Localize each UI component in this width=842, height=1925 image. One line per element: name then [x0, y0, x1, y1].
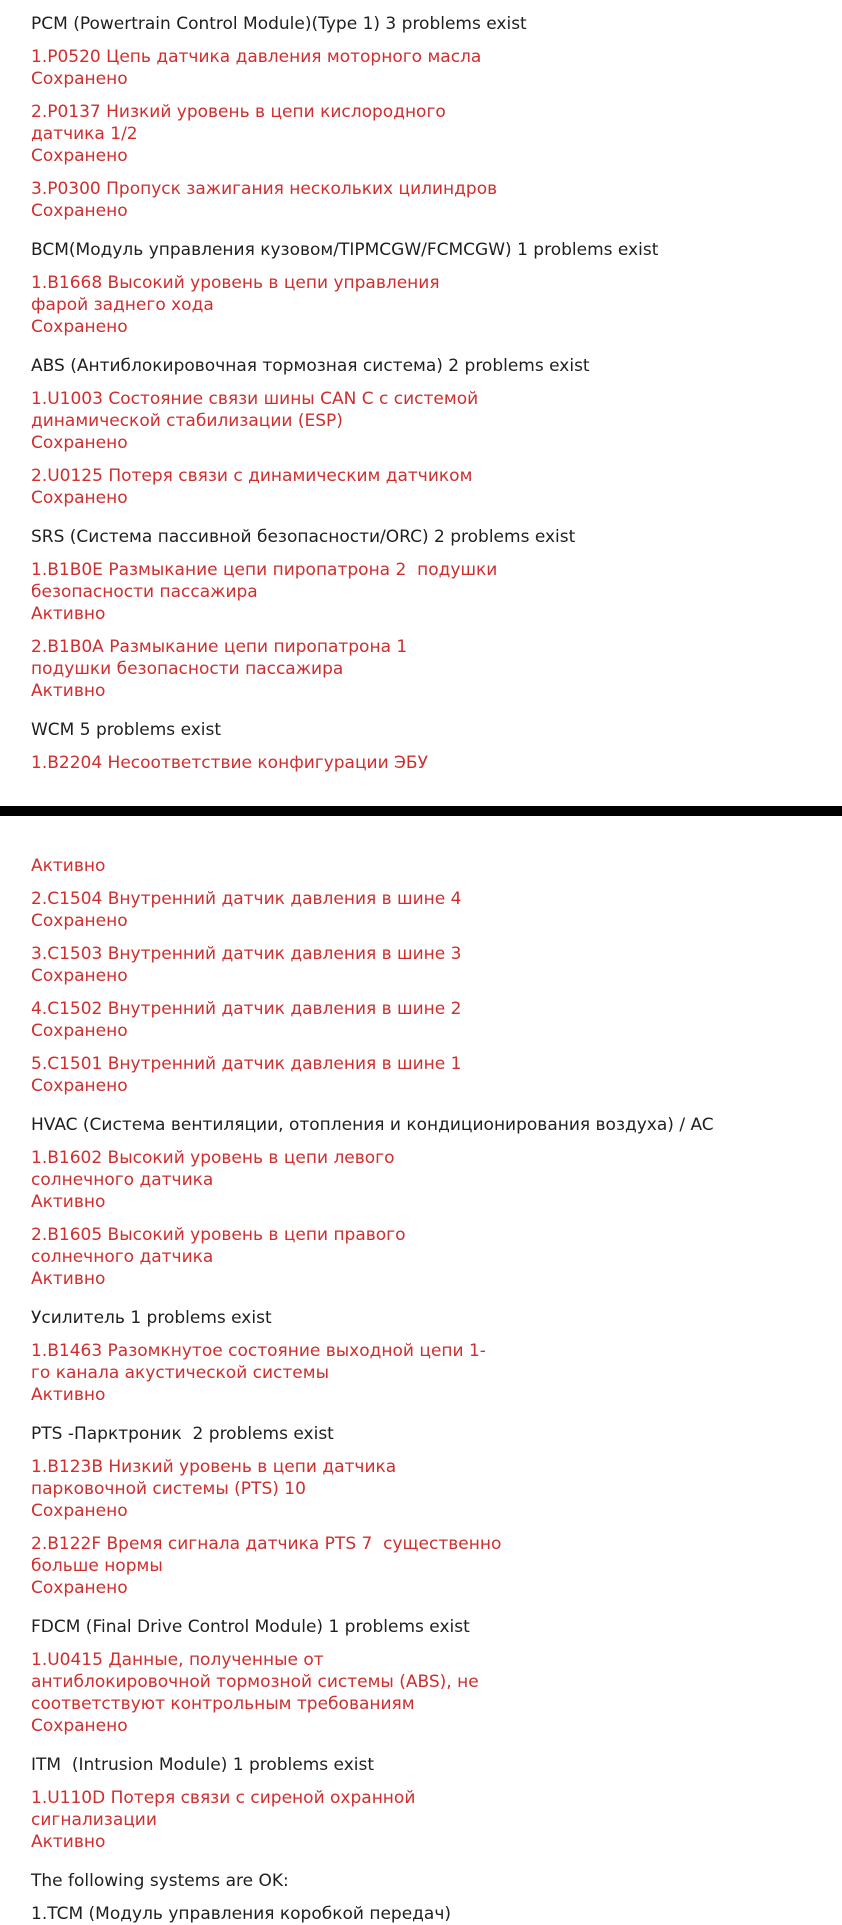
dtc-item	[31, 388, 811, 454]
dtc-line: датчика 1/2	[31, 124, 138, 144]
ok-systems-header: The following systems are OK:	[31, 1871, 289, 1891]
module-header: ITM (Intrusion Module) 1 problems exist	[31, 1755, 375, 1775]
dtc-line: 2.U0125 Потеря связи с динамическим датчиком	[31, 466, 473, 486]
dtc-status: Сохранено	[31, 911, 128, 931]
dtc-item	[31, 1787, 811, 1853]
dtc-line: 2.B122F Время сигнала датчика PTS 7 существенно	[31, 1534, 502, 1554]
dtc-line: 1.B1B0E Размыкание цепи пиропатрона 2 подушки	[31, 560, 498, 580]
dtc-line: 5.C1501 Внутренний датчик давления в шине 1	[31, 1054, 462, 1074]
dtc-line: 1.B123B Низкий уровень в цепи датчика	[31, 1457, 397, 1477]
dtc-item	[31, 752, 811, 774]
dtc-line: 1.B1602 Высокий уровень в цепи левого	[31, 1148, 395, 1168]
dtc-item	[31, 559, 811, 625]
module-header: FDCM (Final Drive Control Module) 1 problems exist	[31, 1617, 470, 1637]
module-header: PTS -Парктроник 2 problems exist	[31, 1424, 334, 1444]
module-section-pts	[31, 1423, 811, 1599]
dtc-line: 1.P0520 Цепь датчика давления моторного масла	[31, 47, 482, 67]
dtc-line: соответствуют контрольным требованиям	[31, 1694, 415, 1714]
dtc-line: солнечного датчика	[31, 1247, 214, 1267]
dtc-line: го канала акустической системы	[31, 1363, 330, 1383]
module-header: HVAC (Система вентиляции, отопления и кондиционирования воздуха) / AC	[31, 1115, 714, 1135]
dtc-line: динамической стабилизации (ESP)	[31, 411, 343, 431]
module-header: WCM 5 problems exist	[31, 720, 222, 740]
dtc-item	[31, 1533, 811, 1599]
module-header: ABS (Антиблокировочная тормозная система) 2 problems exist	[31, 356, 590, 376]
dtc-line: солнечного датчика	[31, 1170, 214, 1190]
module-section-fdcm	[31, 1616, 811, 1737]
dtc-line: 2.C1504 Внутренний датчик давления в шине 4	[31, 889, 462, 909]
module-section-hvac	[31, 1114, 811, 1290]
module-section-abs	[31, 355, 811, 509]
dtc-item	[31, 998, 811, 1042]
dtc-item	[31, 943, 811, 987]
dtc-status: Сохранено	[31, 201, 128, 221]
dtc-line: 1.B1668 Высокий уровень в цепи управления	[31, 273, 440, 293]
dtc-status: Активно	[31, 604, 106, 624]
dtc-line: подушки безопасности пассажира	[31, 659, 344, 679]
dtc-item	[31, 636, 811, 702]
dtc-line: 1.U1003 Состояние связи шины CAN C с системой	[31, 389, 479, 409]
dtc-line: фарой заднего хода	[31, 295, 214, 315]
dtc-item	[31, 178, 811, 222]
dtc-status: Активно	[31, 1385, 106, 1405]
dtc-status: Сохранено	[31, 1578, 128, 1598]
module-header: Усилитель 1 problems exist	[31, 1308, 272, 1328]
dtc-line: 1.U0415 Данные, полученные от	[31, 1650, 324, 1670]
ok-system-line: 1.TCM (Модуль управления коробкой передач)	[31, 1904, 452, 1924]
dtc-item	[31, 1456, 811, 1522]
dtc-item	[31, 272, 811, 338]
module-section-bcm	[31, 239, 811, 338]
dtc-item	[31, 1053, 811, 1097]
dtc-line: 1.B1463 Разомкнутое состояние выходной цепи 1-	[31, 1341, 486, 1361]
dtc-status: Активно	[31, 681, 106, 701]
dtc-item	[31, 46, 811, 90]
dtc-status: Сохранено	[31, 488, 128, 508]
screenshot-divider	[0, 806, 842, 816]
dtc-item	[31, 1147, 811, 1213]
dtc-status: Сохранено	[31, 433, 128, 453]
dtc-item	[31, 888, 811, 932]
dtc-line: парковочной системы (PTS) 10	[31, 1479, 306, 1499]
dtc-line: больше нормы	[31, 1556, 163, 1576]
module-section-amplifier	[31, 1307, 811, 1406]
dtc-status: Сохранено	[31, 1501, 128, 1521]
module-section-itm	[31, 1754, 811, 1853]
dtc-status: Активно	[31, 1192, 106, 1212]
dtc-status: Сохранено	[31, 69, 128, 89]
module-section-wcm	[31, 719, 811, 774]
module-section-srs	[31, 526, 811, 702]
dtc-line: сигнализации	[31, 1810, 157, 1830]
dtc-status: Сохранено	[31, 966, 128, 986]
dtc-status: Сохранено	[31, 1021, 128, 1041]
dtc-line: 1.U110D Потеря связи с сиреной охранной	[31, 1788, 416, 1808]
dtc-line: 2.P0137 Низкий уровень в цепи кислородного	[31, 102, 446, 122]
module-header: PCM (Powertrain Control Module)(Type 1) 3 problems exist	[31, 14, 527, 34]
dtc-status: Активно	[31, 1832, 106, 1852]
module-section-pcm	[31, 13, 811, 222]
module-section-wcm-continued	[31, 888, 811, 1097]
dtc-item	[31, 1649, 811, 1737]
dtc-status: Сохранено	[31, 317, 128, 337]
dtc-item	[31, 101, 811, 167]
dtc-line: безопасности пассажира	[31, 582, 258, 602]
dtc-item	[31, 465, 811, 509]
dtc-status: Активно	[31, 856, 106, 876]
module-header: SRS (Система пассивной безопасности/ORC) 2 problems exist	[31, 527, 576, 547]
dtc-line: 1.B2204 Несоответствие конфигурации ЭБУ	[31, 753, 428, 773]
dtc-line: 3.C1503 Внутренний датчик давления в шине 3	[31, 944, 462, 964]
dtc-line: 4.C1502 Внутренний датчик давления в шине 2	[31, 999, 462, 1019]
dtc-status: Сохранено	[31, 1076, 128, 1096]
dtc-line: 2.B1605 Высокий уровень в цепи правого	[31, 1225, 406, 1245]
ok-systems-section	[31, 1870, 811, 1925]
dtc-line: антиблокировочной тормозной системы (ABS), не	[31, 1672, 479, 1692]
ok-system-item	[31, 1903, 811, 1925]
dtc-status: Активно	[31, 1269, 106, 1289]
dtc-line: 3.P0300 Пропуск зажигания нескольких цилиндров	[31, 179, 498, 199]
module-header: BCM(Модуль управления кузовом/TIPMCGW/FCMCGW) 1 problems exist	[31, 240, 659, 260]
dtc-item	[31, 1224, 811, 1290]
dtc-item	[31, 1340, 811, 1406]
dtc-status: Сохранено	[31, 146, 128, 166]
dtc-line: 2.B1B0A Размыкание цепи пиропатрона 1	[31, 637, 408, 657]
dtc-status: Сохранено	[31, 1716, 128, 1736]
